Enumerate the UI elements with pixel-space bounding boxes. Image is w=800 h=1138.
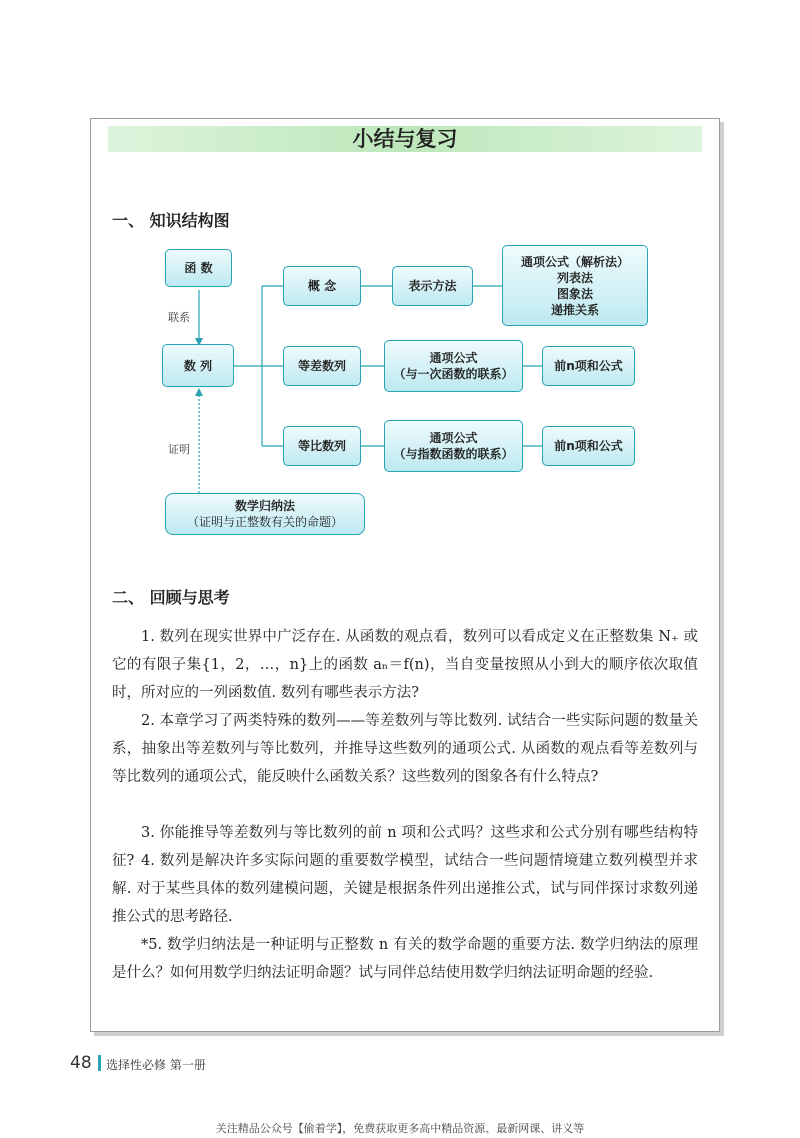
box-dengcha-formula <box>384 340 523 392</box>
box-dengcha-label: 等差数列 <box>297 359 346 373</box>
box-dengbi-label: 等比数列 <box>297 439 346 453</box>
method-item: 图象法 <box>556 286 593 301</box>
box-gainian-label: 概 念 <box>307 279 337 293</box>
formula-line: 通项公式 <box>429 431 478 445</box>
box-gainian <box>283 266 361 306</box>
box-dengcha-sum-label: 前n项和公式 <box>554 359 623 373</box>
arrow-up <box>195 388 203 396</box>
review-paragraph-4 <box>112 847 698 931</box>
review-paragraph-2 <box>112 707 698 791</box>
box-dengbi-sum <box>542 426 635 466</box>
box-dengbi-sum-label: 前n项和公式 <box>554 439 623 453</box>
paragraph-text: 3. 你能推导等差数列与等比数列的前 n 项和公式吗？这些求和公式分别有哪些结构特征? <box>112 825 698 869</box>
guina-line: 数学归纳法 <box>234 499 295 513</box>
review-paragraph-1 <box>112 623 698 707</box>
method-item: 递推关系 <box>550 302 599 317</box>
section-heading-review: 二、 回顾与思考 <box>112 588 230 607</box>
box-hanshu <box>165 249 232 287</box>
formula-line: 通项公式 <box>429 351 478 365</box>
label-lianxi: 联系 <box>168 311 190 324</box>
paragraph-text: 2. 本章学习了两类特殊的数列——等差数列与等比数列. 试结合一些实际问题的数量关系，抽象出等差数列与等比数列，并推导这些数列的通项公式. 从函数的观点看等差数列与等比数列的通项公式，能反映什么函数关系？这些数列的图象各有什么特点? <box>112 713 698 785</box>
section-heading-knowledge: 一、 知识结构图 <box>112 211 230 230</box>
paragraph-text: *5. 数学归纳法是一种证明与正整数 n 有关的数学命题的重要方法. 数学归纳法的原理是什么？如何用数学归纳法证明命题？试与同伴总结使用数学归纳法证明命题的经验. <box>112 937 698 981</box>
page-number: 48 <box>70 1053 92 1073</box>
paragraph-text: 1. 数列在现实世界中广泛存在. 从函数的观点看，数列可以看成定义在正整数集 N₊ 或它的有限子集{1，2，…，n}上的函数 aₙ＝f(n)，当自变量按照从小到大的顺序依次取值时，所对应的一列函数值. 数列有哪些表示方法? <box>112 629 698 701</box>
box-dengcha <box>283 346 361 386</box>
box-dengcha-sum <box>542 346 635 386</box>
box-dengbi-formula <box>384 420 523 472</box>
box-shulie <box>162 344 234 387</box>
page-title: 小结与复习 <box>352 127 458 151</box>
guina-line: （证明与正整数有关的命题） <box>186 515 343 529</box>
label-zhengming: 证明 <box>168 443 190 456</box>
method-item: 通项公式（解析法） <box>520 254 629 269</box>
formula-line: （与指数函数的联系） <box>393 447 514 461</box>
box-biaoshi <box>392 266 473 306</box>
review-paragraph-5 <box>112 931 698 987</box>
book-title: 选择性必修 第一册 <box>106 1058 206 1072</box>
box-shulie-label: 数 列 <box>183 358 213 373</box>
box-dengbi <box>283 426 361 466</box>
box-methods <box>502 245 648 326</box>
box-biaoshi-label: 表示方法 <box>408 279 457 293</box>
formula-line: （与一次函数的联系） <box>393 367 514 381</box>
paragraph-text: 4. 数列是解决许多实际问题的重要数学模型，试结合一些问题情境建立数列模型并求解. 对于某些具体的数列建模问题，关键是根据条件列出递推公式，试与同伴探讨求数列递推公式的思考路径. <box>112 853 698 925</box>
footer-note: 关注精品公众号【偷着学】，免费获取更多高中精品资源、最新网课、讲义等 <box>215 1122 585 1135</box>
box-hanshu-label: 函 数 <box>184 261 213 275</box>
box-guina <box>165 493 365 535</box>
page-divider <box>98 1055 101 1071</box>
method-item: 列表法 <box>556 270 593 285</box>
